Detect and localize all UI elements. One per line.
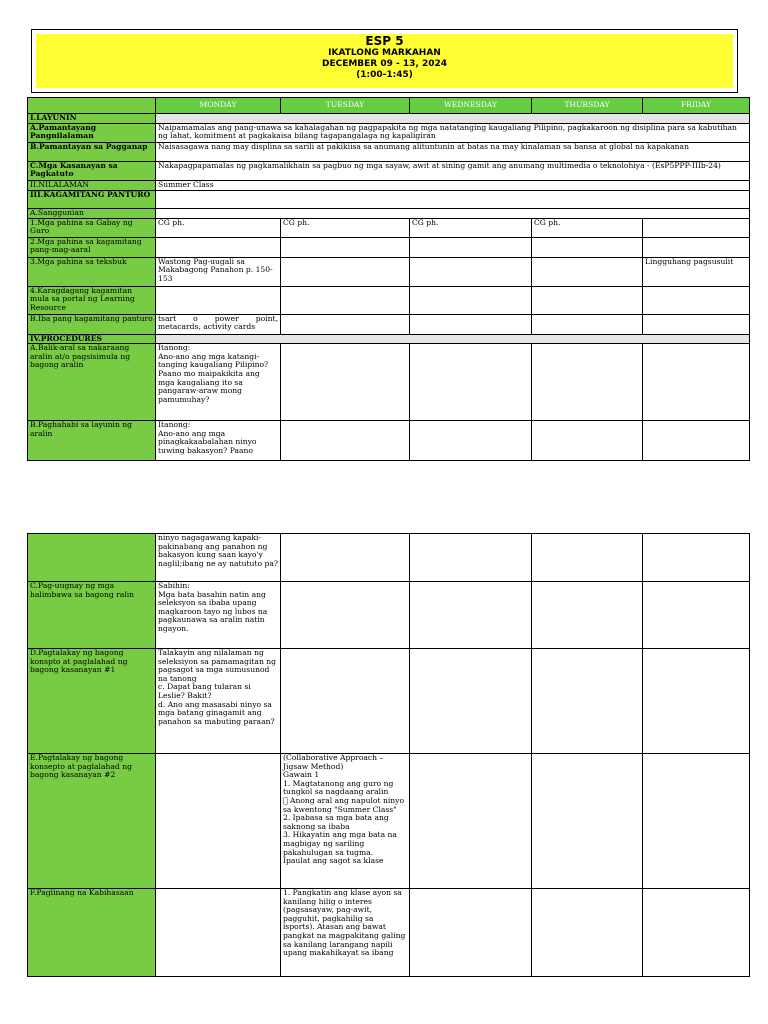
cell	[156, 286, 281, 314]
label-kagamitang-pang-mag-aaral: 2.Mga pahina sa kagamitang pang-mag-aaral	[28, 237, 156, 257]
cell	[532, 314, 643, 334]
day-header-friday: FRIDAY	[643, 98, 750, 114]
header-blank-cell	[28, 98, 156, 114]
label-kasanayan: C.Mga Kasanayan sa Pagkatuto	[28, 161, 156, 180]
cell	[532, 257, 643, 286]
label-iba-pang-kagamitang: B.Iba pang kagamitang panturo	[28, 314, 156, 334]
cell	[643, 286, 750, 314]
label-lr-portal: 4.Karagdagang kagamitan mula sa portal ng Learning Resource	[28, 286, 156, 314]
cell	[532, 421, 643, 461]
day-header-wednesday: WEDNESDAY	[410, 98, 532, 114]
cell	[643, 754, 750, 889]
section-procedures: IV.PROCEDURES	[28, 334, 156, 344]
gabay-thursday: CG ph.	[532, 218, 643, 237]
cell	[281, 421, 410, 461]
cell	[643, 344, 750, 421]
balik-aral-monday: Itanong: Ano-ano ang mga katangi-tanging kaugaliang Pilipino? Paano mo maipakikita ang mga kaugaliang ito sa pangaraw-araw mong pamumuhay?	[156, 344, 281, 421]
section-kagamitang-panturo: III.KAGAMITANG PANTURO	[28, 190, 156, 208]
time-slot: (1:00-1:45)	[356, 70, 413, 80]
header-box	[31, 29, 738, 93]
cell	[410, 257, 532, 286]
header-banner	[36, 34, 733, 88]
cell	[643, 889, 750, 977]
cell	[156, 237, 281, 257]
cell	[643, 421, 750, 461]
label-paghahabi: B.Paghahabi sa layunin ng aralin	[28, 421, 156, 461]
cell	[532, 649, 643, 754]
cell	[281, 534, 410, 582]
cell	[532, 754, 643, 889]
blank-span	[156, 114, 750, 124]
pagtalakay-1-monday: Talakayin ang nilalaman ng seleksiyon sa pamamagitan ng pagsagot sa mga sumusunod na tanong c. Dapat bang tularan si Leslie? Bakit? d. Ano ang masasabi ninyo sa mga batang ginagamit ang panahon sa mabuting paraan?	[156, 649, 281, 754]
paghahabi-monday: Itanong: Ano-ano ang mga pinagkakaabalahan ninyo tuwing bakasyon? Paano	[156, 421, 281, 461]
label-balik-aral: A.Balik-aral sa nakaraang aralin at/o pagsisimula ng bagong aralin	[28, 344, 156, 421]
cell	[410, 889, 532, 977]
text-pamantayan-sa-pagganap: Naisasagawa nang may displina sa sarili at pakikiisa sa anumang alituntunin at batas na may kinalaman sa bansa at global na kapakanan	[156, 142, 750, 161]
cell	[532, 237, 643, 257]
cell	[643, 314, 750, 334]
gabay-wednesday: CG ph.	[410, 218, 532, 237]
gabay-tuesday: CG ph.	[281, 218, 410, 237]
cell	[281, 237, 410, 257]
pag-uugnay-monday: Sabihin: Mga bata basahin natin ang seleksyon sa ibaba upang magkaroon tayo ng lubos na pagkaunawa sa aralin natin ngayon.	[156, 582, 281, 649]
text-pamantayang-pangnilalaman: Naipamamalas ang pang-unawa sa kahalagahan ng pagpapakita ng mga natatanging kaugaliang Pilipino, pagkakaroon ng disiplina para sa kabutihan ng lahat, komitment at pagkakaisa bilang tagapangalaga ng kapaligiran	[156, 123, 750, 142]
quarter-label: IKATLONG MARKAHAN	[328, 48, 441, 58]
subject-title: ESP 5	[365, 34, 404, 48]
paglinang-tuesday: 1. Pangkatin ang klase ayon sa kanilang hilig o interes (pagsasayaw, pag-awit, pagguhit, pagkahilig sa isports). Atasan ang bawat pangkat na magpakitang galing sa kanilang larangang napili upang makahikayat sa ibang	[281, 889, 410, 977]
pagtalakay-2-tuesday: (Collaborative Approach – Jigsaw Method) Gawain 1 1. Magtatanong ang guro ng tungkol sa nagdaang aralin Anong aral ang napulot ninyo sa kwentong "Summer Class" 2. Ipabasa sa mga bata ang saknong sa ibaba 3. Hikayatin ang mga bata na magbigay ng sariling pakahulugan sa tugma. Ipaulat ang sagot sa klase	[281, 754, 410, 889]
label-nilalaman: II.NILALAMAN	[28, 180, 156, 190]
cell	[532, 534, 643, 582]
paghahabi-monday-continued: ninyo nagagawang kapaki-pakinabang ang panahon ng bakasyon kung saan kayo'y naglil;ibang ne ay natututo pa?	[156, 534, 281, 582]
iba-pang-monday: tsart o power point, metacards, activity cards	[156, 314, 281, 334]
cell	[281, 344, 410, 421]
day-header-thursday: THURSDAY	[532, 98, 643, 114]
blank-span	[156, 334, 750, 344]
day-header-tuesday: TUESDAY	[281, 98, 410, 114]
text-kasanayan: Nakapagpapamalas ng pagkamalikhain sa pagbuo ng mga sayaw, awit at sining gamit ang anumang multimedia o teknolohiya - (EsP5PPP-IIIb-24)	[156, 161, 750, 180]
lesson-log-table-page1	[27, 97, 750, 461]
label-continued	[28, 534, 156, 582]
teksbuk-monday: Wastong Pag-uugali sa Makabagong Panahon p. 150-153	[156, 257, 281, 286]
cell	[643, 534, 750, 582]
cell	[410, 237, 532, 257]
label-pagtalakay-1: D.Pagtalakay ng bagong konspto at paglalahad ng bagong kasanayan #1	[28, 649, 156, 754]
label-pagtalakay-2: E.Pagtalakay ng bagong konsepto at paglalahad ng bagong kasanayan #2	[28, 754, 156, 889]
cell	[410, 582, 532, 649]
cell	[532, 286, 643, 314]
label-teksbuk: 3.Mga pahina sa teksbuk	[28, 257, 156, 286]
cell	[532, 582, 643, 649]
label-sanggunian: A.Sanggunian	[28, 208, 156, 218]
cell	[410, 649, 532, 754]
gabay-friday	[643, 218, 750, 237]
cell	[410, 534, 532, 582]
date-range: DECEMBER 09 - 13, 2024	[321, 59, 448, 69]
cell	[410, 286, 532, 314]
cell	[410, 754, 532, 889]
cell	[410, 314, 532, 334]
cell	[643, 649, 750, 754]
cell	[643, 582, 750, 649]
cell	[281, 257, 410, 286]
label-pamantayan-sa-pagganap: B.Pamantayan sa Pagganap	[28, 142, 156, 161]
teksbuk-friday: Lingguhang pagsusulit	[643, 257, 750, 286]
label-pag-uugnay: C.Pag-uugnay ng mga halimbawa sa bagong ralin	[28, 582, 156, 649]
lesson-log-table-page2	[27, 533, 750, 977]
cell	[281, 286, 410, 314]
gabay-monday: CG ph.	[156, 218, 281, 237]
blank-span	[156, 208, 750, 218]
cell	[281, 582, 410, 649]
cell	[156, 754, 281, 889]
cell	[281, 314, 410, 334]
cell	[410, 344, 532, 421]
day-header-monday: MONDAY	[156, 98, 281, 114]
cell	[532, 344, 643, 421]
label-pamantayang-pangnilalaman: A.Pamantayang Pangnilalaman	[28, 123, 156, 142]
cell	[643, 237, 750, 257]
cell	[156, 889, 281, 977]
cell	[410, 421, 532, 461]
blank-span	[156, 190, 750, 208]
label-paglinang: F.Paglinang na Kabihasaan	[28, 889, 156, 977]
cell	[281, 649, 410, 754]
text-nilalaman: Summer Class	[156, 180, 750, 190]
label-gabay-ng-guro: 1.Mga pahina sa Gabay ng Guro	[28, 218, 156, 237]
section-layunin: I.LAYUNIN	[28, 114, 156, 124]
cell	[532, 889, 643, 977]
